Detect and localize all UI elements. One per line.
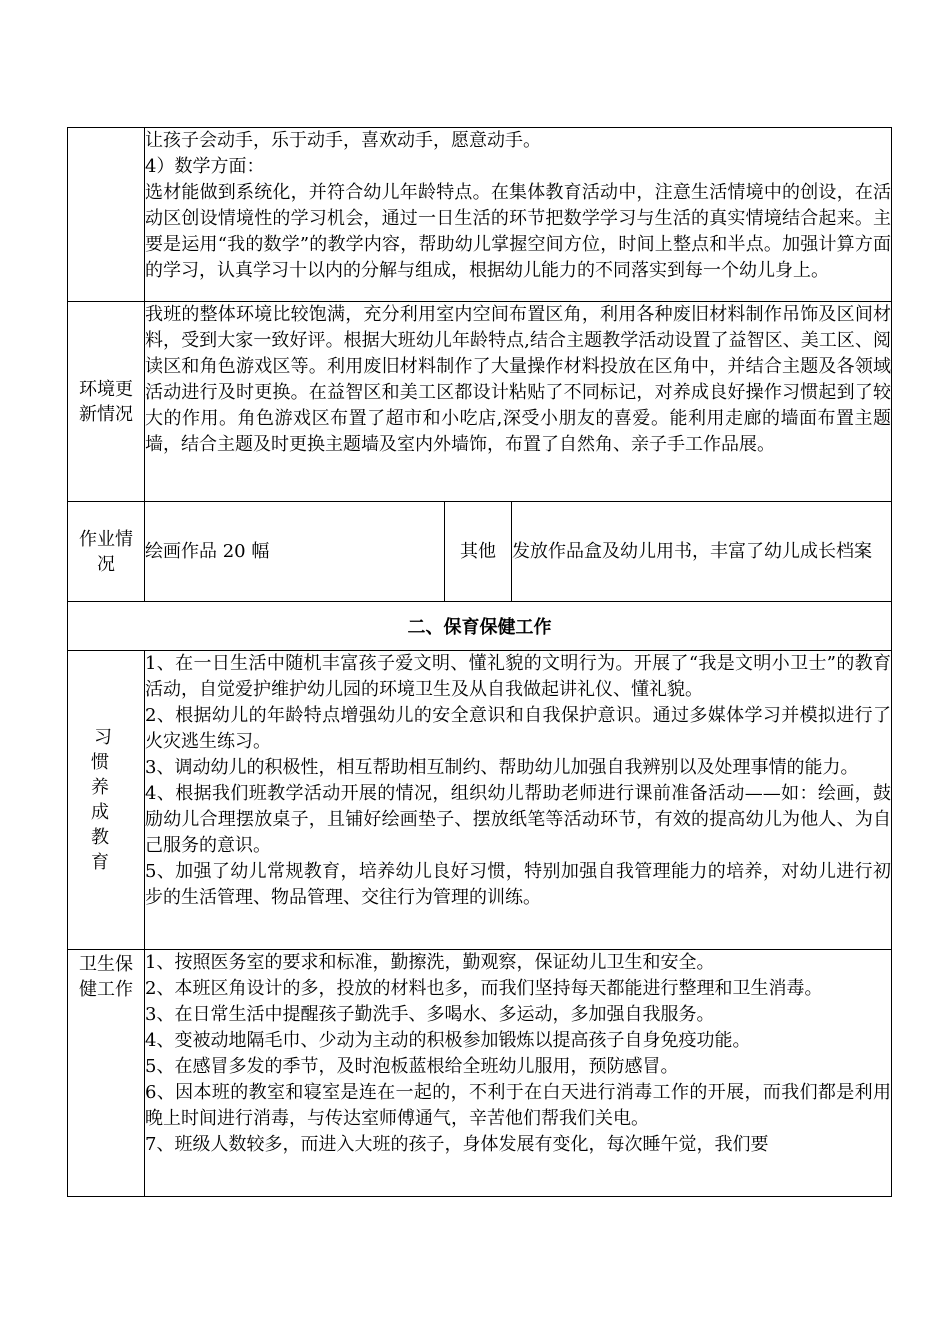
row-section-title — [68, 602, 892, 651]
homework-value: 绘画作品 20 幅 — [145, 540, 270, 562]
habit-item: 2、根据幼儿的年龄特点增强幼儿的安全意识和自我保护意识。通过多媒体学习并模拟进行了火灾逃生练习。 — [145, 705, 892, 752]
health-item: 4、变被动地隔毛巾、少动为主动的积极参加锻炼以提高孩子自身免疫功能。 — [145, 1030, 751, 1051]
habits-label-cell — [68, 651, 145, 950]
row-habits — [68, 651, 892, 950]
habits-content — [145, 651, 892, 950]
homework-label-cell — [68, 502, 145, 602]
habit-item: 3、调动幼儿的积极性，相互帮助相互制约、帮助幼儿加强自我辨别以及处理事情的能力。 — [145, 757, 859, 778]
health-item: 5、在感冒多发的季节，及时泡板蓝根给全班幼儿服用，预防感冒。 — [145, 1056, 679, 1077]
math-label-cell — [68, 128, 145, 302]
health-item: 2、本班区角设计的多，投放的材料也多，而我们坚持每天都能进行整理和卫生消毒。 — [145, 978, 823, 999]
row-math-continuation — [68, 128, 892, 302]
math-line: 让孩子会动手，乐于动手，喜欢动手，愿意动手。 — [145, 130, 541, 151]
report-table — [67, 127, 892, 1197]
section-title: 二、保育保健工作 — [68, 602, 892, 651]
environment-content — [145, 302, 892, 502]
health-item: 1、按照医务室的要求和标准，勤擦洗，勤观察，保证幼儿卫生和安全。 — [145, 952, 715, 973]
health-label: 卫生保健工作 — [79, 954, 133, 1000]
other-value-cell — [512, 502, 892, 602]
other-label-cell — [445, 502, 512, 602]
other-label: 其他 — [460, 541, 496, 562]
health-label-cell — [68, 950, 145, 1197]
math-paragraph: 选材能做到系统化，并符合幼儿年龄特点。在集体教育活动中，注意生活情境中的创设，在活动区创设情境性的学习机会，通过一日生活的环节把数学学习与生活的真实情境结合起来。主要是运用“我的数学”的教学内容，帮助幼儿掌握空间方位，时间上整点和半点。加强计算方面的学习，认真学习十以内的分解与组成，根据幼儿能力的不同落实到每一个幼儿身上。 — [145, 182, 892, 281]
health-content — [145, 950, 892, 1197]
homework-value-cell — [145, 502, 445, 602]
habit-item: 5、加强了幼儿常规教育，培养幼儿良好习惯，特别加强自我管理能力的培养，对幼儿进行初步的生活管理、物品管理、交往行为管理的训练。 — [145, 861, 892, 908]
row-health — [68, 950, 892, 1197]
document-page — [67, 127, 891, 1197]
other-value: 发放作品盒及幼儿用书，丰富了幼儿成长档案 — [512, 540, 872, 562]
homework-label: 作业情况 — [79, 528, 133, 575]
health-item: 6、因本班的教室和寝室是连在一起的，不利于在白天进行消毒工作的开展，而我们都是利用晚上时间进行消毒，与传达室师傅通气，辛苦他们帮我们关电。 — [145, 1082, 892, 1129]
habits-label: 习惯养成教育 — [91, 727, 124, 873]
habit-item: 4、根据我们班教学活动开展的情况，组织幼儿帮助老师进行课前准备活动——如：绘画，鼓励幼儿合理摆放桌子，且铺好绘画垫子、摆放纸笔等活动环节，有效的提高幼儿为他人、为自己服务的意识。 — [145, 783, 892, 856]
environment-label-cell — [68, 302, 145, 502]
row-environment — [68, 302, 892, 502]
environment-label: 环境更新情况 — [79, 378, 133, 425]
health-item: 3、在日常生活中提醒孩子勤洗手、多喝水、多运动，多加强自我服务。 — [145, 1004, 715, 1025]
habit-item: 1、在一日生活中随机丰富孩子爱文明、懂礼貌的文明行为。开展了“我是文明小卫士”的教育活动，自觉爱护维护幼儿园的环境卫生及从自我做起讲礼仪、懂礼貌。 — [145, 653, 892, 700]
math-heading: 4）数学方面： — [145, 156, 265, 177]
environment-text: 我班的整体环境比较饱满，充分利用室内空间布置区角，利用各种废旧材料制作吊饰及区间材料，受到大家一致好评。根据大班幼儿年龄特点,结合主题教学活动设置了益智区、美工区、阅读区和角色游戏区等。利用废旧材料制作了大量操作材料投放在区角中，并结合主题及各领域活动进行及时更换。在益智区和美工区都设计粘贴了不同标记，对养成良好操作习惯起到了较大的作用。角色游戏区布置了超市和小吃店,深受小朋友的喜爱。能利用走廊的墙面布置主题墙，结合主题及时更换主题墙及室内外墙饰，布置了自然角、亲子手工作品展。 — [145, 304, 892, 455]
health-item: 7、班级人数较多，而进入大班的孩子，身体发展有变化，每次睡午觉，我们要 — [145, 1134, 769, 1155]
math-content — [145, 128, 892, 302]
row-homework — [68, 502, 892, 602]
